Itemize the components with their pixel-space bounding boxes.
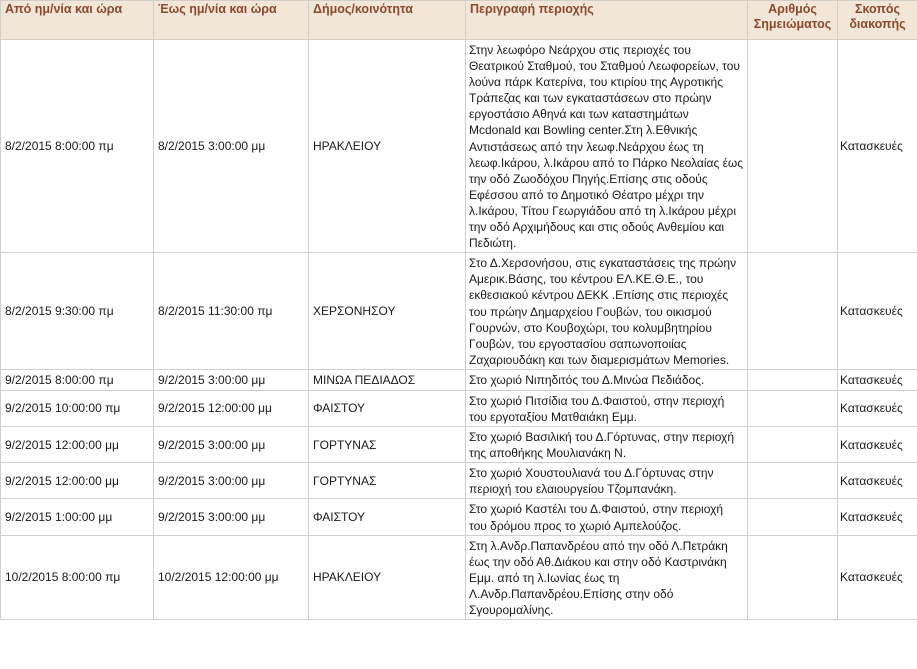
cell-description: Στο χωριό Χουστουλιανά του Δ.Γόρτυνας στην περιοχή του ελαιουργείου Τζομπανάκη. bbox=[466, 463, 748, 499]
cell-note-number bbox=[748, 40, 838, 253]
table-row bbox=[1, 40, 917, 253]
cell-to: 9/2/2015 3:00:00 μμ bbox=[154, 499, 309, 535]
cell-purpose: Κατασκευές bbox=[838, 535, 917, 619]
cell-to: 9/2/2015 3:00:00 μμ bbox=[154, 369, 309, 390]
table-row bbox=[1, 390, 917, 426]
cell-purpose: Κατασκευές bbox=[838, 499, 917, 535]
header-note-number: Αριθμός Σημειώματος bbox=[748, 1, 838, 40]
cell-from: 8/2/2015 8:00:00 πμ bbox=[1, 40, 154, 253]
cell-from: 10/2/2015 8:00:00 πμ bbox=[1, 535, 154, 619]
cell-to: 9/2/2015 3:00:00 μμ bbox=[154, 427, 309, 463]
cell-description: Στο χωριό Βασιλική του Δ.Γόρτυνας, στην περιοχή της αποθήκης Μουλιανάκη Ν. bbox=[466, 427, 748, 463]
header-from-datetime: Από ημ/νία και ώρα bbox=[1, 1, 154, 40]
table-row bbox=[1, 535, 917, 619]
table-row bbox=[1, 369, 917, 390]
cell-to: 8/2/2015 11:30:00 πμ bbox=[154, 253, 309, 370]
cell-from: 9/2/2015 10:00:00 πμ bbox=[1, 390, 154, 426]
cell-municipality: ΓΟΡΤΥΝΑΣ bbox=[309, 463, 466, 499]
cell-note-number bbox=[748, 427, 838, 463]
table-row bbox=[1, 499, 917, 535]
cell-purpose: Κατασκευές bbox=[838, 369, 917, 390]
header-outage-purpose: Σκοπός διακοπής bbox=[838, 1, 917, 40]
cell-purpose: Κατασκευές bbox=[838, 253, 917, 370]
cell-note-number bbox=[748, 463, 838, 499]
header-municipality: Δήμος/κοινότητα bbox=[309, 1, 466, 40]
cell-purpose: Κατασκευές bbox=[838, 463, 917, 499]
cell-municipality: ΧΕΡΣΟΝΗΣΟΥ bbox=[309, 253, 466, 370]
table-row bbox=[1, 427, 917, 463]
table-header-row bbox=[1, 1, 917, 40]
cell-purpose: Κατασκευές bbox=[838, 390, 917, 426]
cell-municipality: ΓΟΡΤΥΝΑΣ bbox=[309, 427, 466, 463]
cell-description: Στο χωριό Πιτσίδια του Δ.Φαιστού, στην περιοχή του εργοταξίου Ματθαιάκη Εμμ. bbox=[466, 390, 748, 426]
cell-note-number bbox=[748, 390, 838, 426]
cell-note-number bbox=[748, 499, 838, 535]
table-row bbox=[1, 463, 917, 499]
cell-description: Στο Δ.Χερσονήσου, στις εγκαταστάσεις της πρώην Αμερικ.Βάσης, του κέντρου ΕΛ.ΚΕ.Θ.Ε., του εκθεσιακού κέντρου ΔΕΚΚ .Επίσης στις περιοχές του πρώην Δημαρχείου Γουβών, του οικισμού Γουρνών, στο Κουβοχώρι, του κολυμβητηρίου Γουβών, του εργοστασίου σαπωνοποιίας Ζαχαριουδάκη και των διαμερισμάτων Memories. bbox=[466, 253, 748, 370]
cell-purpose: Κατασκευές bbox=[838, 427, 917, 463]
cell-note-number bbox=[748, 253, 838, 370]
cell-municipality: ΦΑΙΣΤΟΥ bbox=[309, 390, 466, 426]
cell-municipality: ΦΑΙΣΤΟΥ bbox=[309, 499, 466, 535]
cell-to: 9/2/2015 12:00:00 μμ bbox=[154, 390, 309, 426]
cell-from: 8/2/2015 9:30:00 πμ bbox=[1, 253, 154, 370]
cell-note-number bbox=[748, 535, 838, 619]
header-area-description: Περιγραφή περιοχής bbox=[466, 1, 748, 40]
cell-municipality: ΗΡΑΚΛΕΙΟΥ bbox=[309, 535, 466, 619]
cell-description: Στο χωριό Νιπηδιτός του Δ.Μινώα Πεδιάδος. bbox=[466, 369, 748, 390]
table-row bbox=[1, 253, 917, 370]
cell-description: Στην λεωφόρο Νεάρχου στις περιοχές του Θεατρικού Σταθμού, του Σταθμού Λεωφορείων, του λούνα πάρκ Κατερίνα, του κτιρίου της Αγροτικής Τράπεζας και των εγκαταστάσεων στο πρώην εργοστάσιο Αθηνά και των καταστημάτων Mcdonald και Bowling center.Στη λ.Εθνικής Αντιστάσεως από την λεωφ.Νεάρχου έως τη λεωφ.Ικάρου, λ.Ικάρου από το Πάρκο Νεολαίας έως την οδό Ζωοδόχου Πηγής.Επίσης στις οδούς Εφέσσου από το Δημοτικό Θέατρο μέχρι την λ.Ικάρου, Τίτου Γεωργιάδου από τη λ.Ικάρου μέχρι την οδό Αρχιμήδους και στις οδούς Ανθεμίου και Πεδιώτη. bbox=[466, 40, 748, 253]
cell-from: 9/2/2015 12:00:00 μμ bbox=[1, 427, 154, 463]
header-to-datetime: Έως ημ/νία και ώρα bbox=[154, 1, 309, 40]
cell-note-number bbox=[748, 369, 838, 390]
cell-from: 9/2/2015 12:00:00 μμ bbox=[1, 463, 154, 499]
cell-purpose: Κατασκευές bbox=[838, 40, 917, 253]
cell-from: 9/2/2015 8:00:00 πμ bbox=[1, 369, 154, 390]
cell-description: Στο χωριό Καστέλι του Δ.Φαιστού, στην περιοχή του δρόμου προς το χωριό Αμπελούζος. bbox=[466, 499, 748, 535]
cell-from: 9/2/2015 1:00:00 μμ bbox=[1, 499, 154, 535]
cell-municipality: ΜΙΝΩΑ ΠΕΔΙΑΔΟΣ bbox=[309, 369, 466, 390]
cell-to: 10/2/2015 12:00:00 μμ bbox=[154, 535, 309, 619]
cell-municipality: ΗΡΑΚΛΕΙΟΥ bbox=[309, 40, 466, 253]
cell-to: 8/2/2015 3:00:00 μμ bbox=[154, 40, 309, 253]
cell-description: Στη λ.Ανδρ.Παπανδρέου από την οδό Λ.Πετράκη έως την οδό Αθ.Διάκου και στην οδό Καστρινάκη Εμμ. από τη λ.Ιωνίας έως τη Λ.Ανδρ.Παπανδρέου.Επίσης στην οδό Σγουρομαλίνης. bbox=[466, 535, 748, 619]
cell-to: 9/2/2015 3:00:00 μμ bbox=[154, 463, 309, 499]
